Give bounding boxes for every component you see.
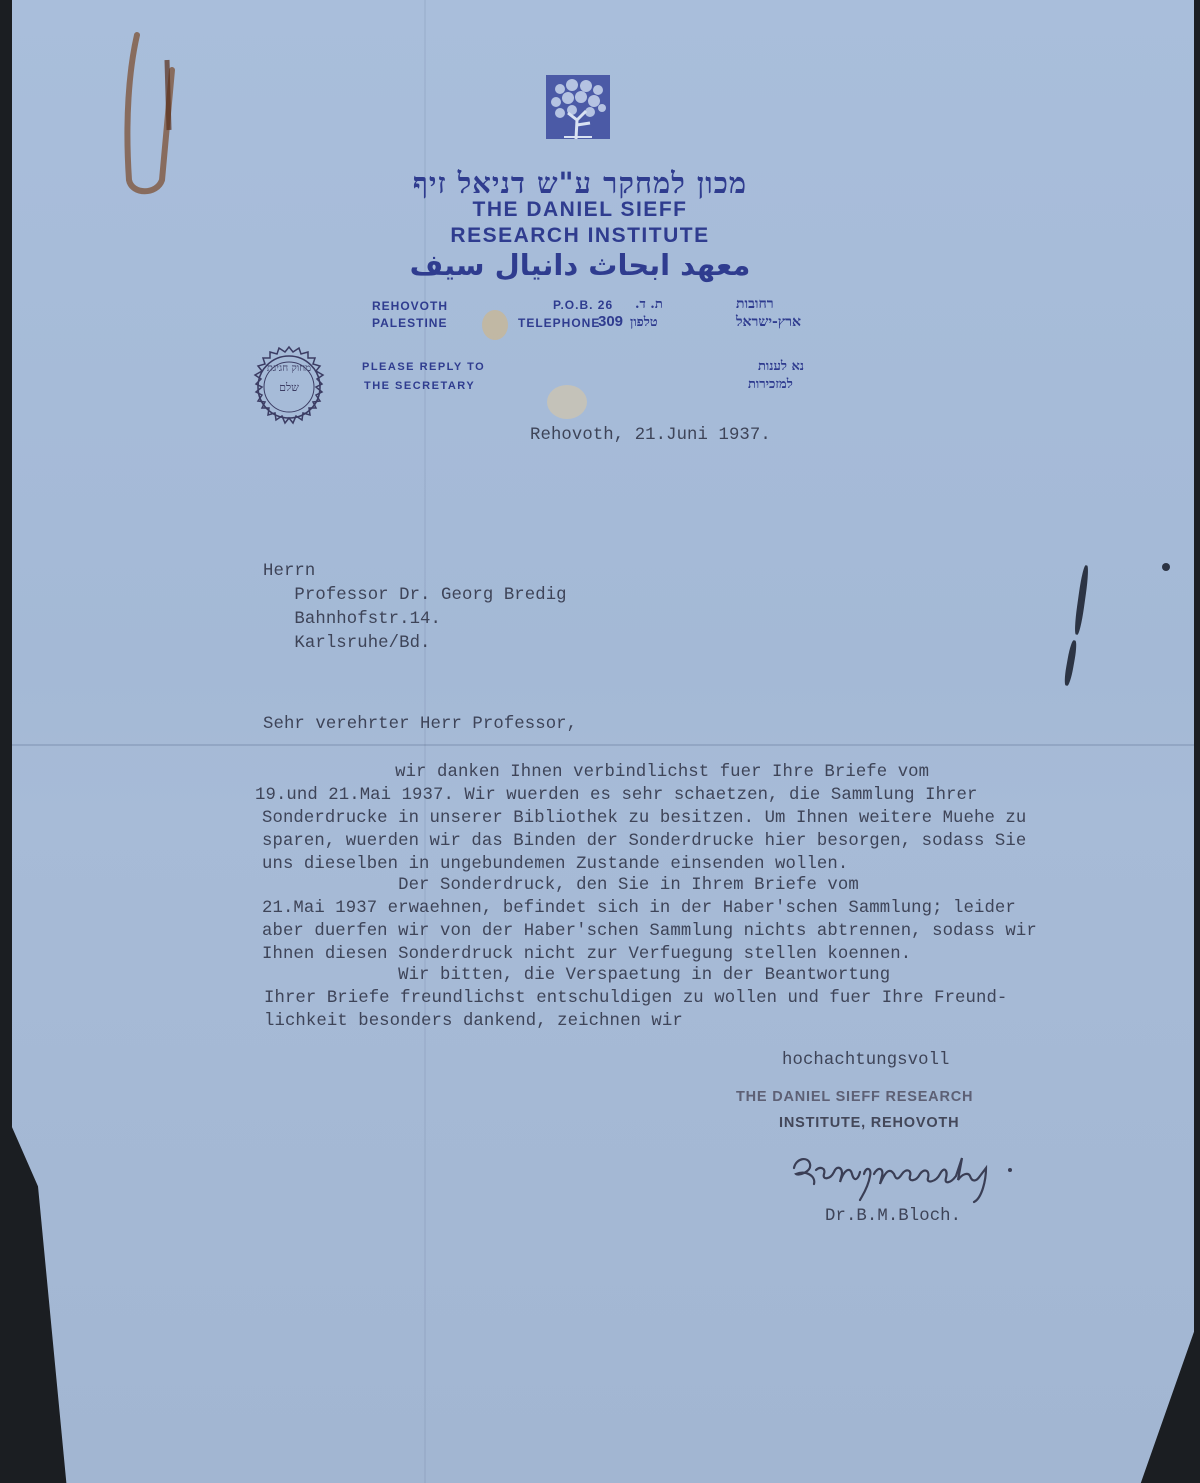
vertical-crease [424, 0, 426, 1483]
body-line: 21.Mai 1937 erwaehnen, befindet sich in der Haber'schen Sammlung; leider [262, 899, 1016, 918]
signer-name: Dr.B.M.Bloch. [825, 1207, 962, 1226]
ink-dot [1162, 563, 1170, 571]
stain-mark [482, 310, 508, 340]
body-line: Ihrer Briefe freundlichst entschuldigen zu wollen und fuer Ihre Freund- [264, 989, 1008, 1008]
ink-mark [1063, 640, 1078, 687]
body-line: sparen, wuerden wir das Binden der Sonderdrucke hier besorgen, sodass Sie [262, 832, 1027, 851]
reply-hebrew-line2: למזכירות [748, 377, 793, 392]
rust-clip-mark [117, 30, 187, 200]
body-line: aber duerfen wir von der Haber'schen Sammlung nichts abtrennen, sodass wir [262, 922, 1037, 941]
body-line: lichkeit besonders dankend, zeichnen wir [264, 1012, 683, 1031]
recipient-line: Professor Dr. Georg Bredig [263, 586, 567, 605]
body-line: Ihnen diesen Sonderdruck nicht zur Verfuegung stellen koennen. [262, 945, 912, 964]
reply-instruction-line1: PLEASE REPLY TO [362, 361, 486, 373]
country-hebrew: ארץ-ישראל [736, 314, 801, 330]
institute-stamp-line2: INSTITUTE, REHOVOTH [779, 1115, 960, 1131]
institute-name-hebrew: מכון למחקר ע"ש דניאל זיף [412, 166, 748, 200]
ink-mark [1073, 565, 1090, 635]
institute-name-arabic: معهد ابحاث دانيال سيف [409, 248, 751, 282]
telephone-hebrew: טלפון [630, 315, 658, 330]
seal-text-top: מחוק חגיגת [266, 363, 312, 374]
reply-instruction-line2: THE SECRETARY [364, 380, 476, 392]
recipient-line: Karlsruhe/Bd. [263, 634, 431, 653]
country-english: PALESTINE [372, 316, 448, 330]
body-line: Sonderdrucke in unserer Bibliothek zu besitzen. Um Ihnen weitere Muehe zu [262, 809, 1027, 828]
telephone-label: TELEPHONE [518, 316, 601, 330]
po-box-hebrew: ת. ד. [635, 297, 663, 312]
recipient-line: Bahnhofstr.14. [263, 610, 441, 629]
telephone-number: 309 [598, 313, 624, 330]
seal-text-center: שלם [279, 381, 299, 394]
po-box: P.O.B. 26 [553, 298, 614, 312]
letter-sheet [12, 0, 1194, 1483]
city-hebrew: רחובות [736, 296, 774, 312]
institute-name-line1: THE DANIEL SIEFF [472, 198, 688, 221]
body-line: 19.und 21.Mai 1937. Wir wuerden es sehr schaetzen, die Sammlung Ihrer [255, 786, 978, 805]
body-line: Wir bitten, die Verspaetung in der Beantwortung [262, 966, 891, 985]
body-line: uns dieselben in ungebundemen Zustande einsenden wollen. [262, 855, 849, 874]
institute-stamp-line1: THE DANIEL SIEFF RESEARCH [736, 1089, 974, 1105]
stain-mark [547, 385, 587, 419]
reply-hebrew-line1: נא לענות [758, 359, 805, 374]
date-line: Rehovoth, 21.Juni 1937. [530, 426, 771, 445]
body-line: wir danken Ihnen verbindlichst fuer Ihre Briefe vom [259, 763, 930, 782]
closing: hochachtungsvoll [782, 1051, 950, 1070]
institute-name-line2: RESEARCH INSTITUTE [450, 224, 710, 247]
body-line: Der Sonderdruck, den Sie in Ihrem Briefe vom [262, 876, 859, 895]
fold-line [12, 744, 1194, 746]
city-english: REHOVOTH [372, 299, 449, 313]
recipient-line: Herrn [263, 562, 316, 581]
salutation: Sehr verehrter Herr Professor, [263, 715, 578, 734]
handwritten-signature [786, 1140, 1036, 1210]
tree-logo [546, 75, 610, 139]
